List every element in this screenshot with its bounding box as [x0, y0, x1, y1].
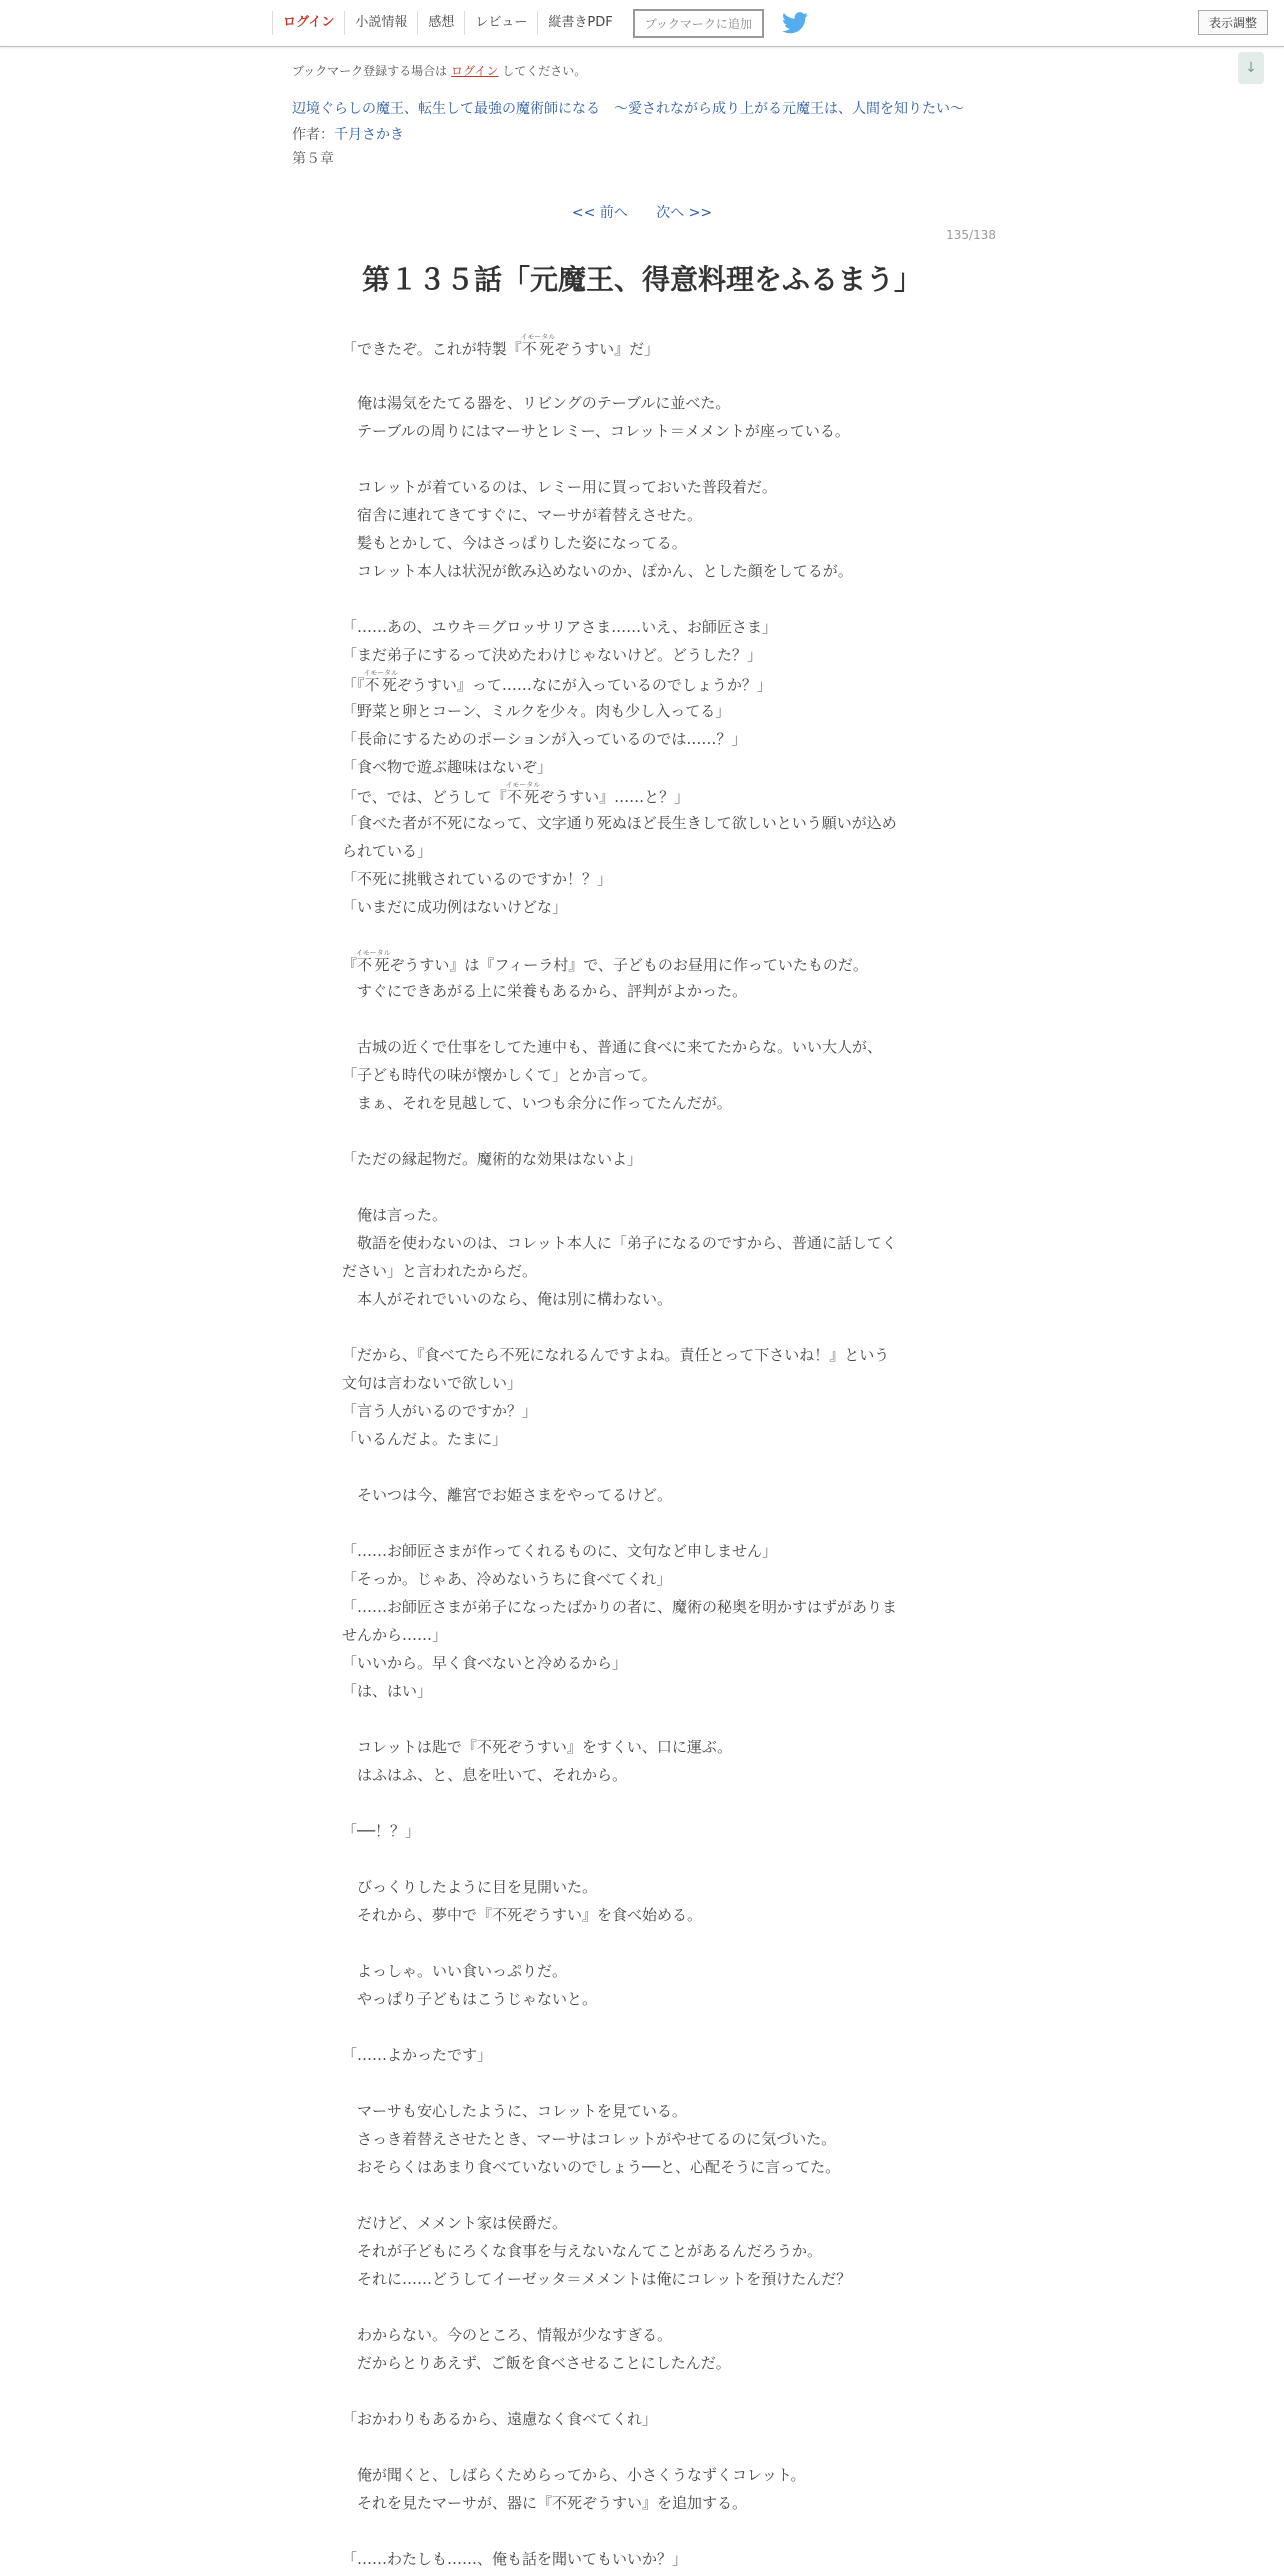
novel-line: [342, 1789, 942, 1817]
novel-line: [342, 2517, 942, 2545]
novel-line: びっくりしたように目を見開いた。: [342, 1878, 598, 1896]
novel-line: [342, 921, 942, 949]
novel-line: [342, 2069, 942, 2097]
display-adjust-button[interactable]: 表示調整: [1198, 10, 1268, 35]
novel-line: 「おかわりもあるから、遠慮なく食べてくれ」: [342, 2410, 658, 2428]
scroll-down-button[interactable]: ↓: [1238, 52, 1264, 84]
novel-line: 「そっか。じゃあ、冷めないうちに食べてくれ」: [342, 1570, 672, 1588]
novel-line: 「言う人がいるのですか？」: [342, 1402, 538, 1420]
novel-line: わからない。今のところ、情報が少なすぎる。: [342, 2326, 673, 2344]
ruby-reading: イモータル: [505, 781, 541, 789]
ruby-word: 不死イモータル: [520, 333, 556, 358]
novel-line: それに……どうしてイーゼッタ＝メメントは俺にコレットを預けたんだ？: [342, 2270, 852, 2288]
novel-line: 「不死に挑戦されているのですか！？」: [342, 870, 613, 888]
novel-line: 「いいから。早く食べないと冷めるから」: [342, 1654, 628, 1672]
nav-novel-info[interactable]: 小説情報: [344, 11, 417, 35]
novel-line: [342, 2293, 942, 2321]
novel-line: よっしゃ。いい食いっぷりだ。: [342, 1962, 568, 1980]
novel-line: [342, 1509, 942, 1537]
novel-line: [342, 2013, 942, 2041]
novel-line: おそらくはあまり食べていないのでしょう──と、心配そうに言ってた。: [342, 2158, 841, 2176]
prev-episode-link[interactable]: << 前へ: [571, 205, 628, 221]
novel-line: そいつは今、離宮でお姫さまをやってるけど。: [342, 1486, 673, 1504]
novel-line: [342, 585, 942, 613]
novel-line: 「……わたしも……、俺も話を聞いてもいいか？」: [342, 2550, 688, 2568]
novel-line: [342, 1173, 942, 1201]
bookmark-login-notice: [292, 62, 586, 79]
ruby-word: 不死イモータル: [363, 669, 399, 694]
nav-review[interactable]: レビュー: [464, 11, 537, 35]
chapter-title: 第５章: [292, 151, 334, 167]
notice-before: ブックマーク登録する場合は: [292, 64, 448, 78]
nav-login[interactable]: ログイン: [272, 11, 344, 35]
novel-line: 「ただの縁起物だ。魔術的な効果はないよ」: [342, 1150, 643, 1168]
novel-line: 古城の近くで仕事をしてた連中も、普通に食べに来てたからな。いい大人が、: [342, 1038, 883, 1056]
novel-body: [342, 333, 942, 2573]
novel-line: 「『不死イモータルぞうすい』って……なにが入っているのでしょうか？」: [342, 669, 772, 694]
nav-vertical-pdf[interactable]: 縦書きPDF: [537, 11, 622, 35]
novel-line: [342, 1005, 942, 1033]
series-title-link[interactable]: 辺境ぐらしの魔王、転生して最強の魔術師になる 〜愛されながら成り上がる元魔王は、人間を知りたい〜: [292, 101, 964, 117]
novel-line: [342, 361, 942, 389]
novel-line: すぐにできあがる上に栄養もあるから、評判がよかった。: [342, 982, 748, 1000]
novel-line: 「……あの、ユウキ＝グロッサリアさま……いえ、お師匠さま」: [342, 618, 778, 636]
novel-line: コレットは匙で『不死ぞうすい』をすくい、口に運ぶ。: [342, 1738, 733, 1756]
novel-line: 「子ども時代の味が懐かしくて」とか言って。: [342, 1066, 657, 1084]
novel-line: [342, 1705, 942, 1733]
novel-line: それが子どもにろくな食事を与えないなんてことがあるんだろうか。: [342, 2242, 823, 2260]
novel-line: 俺は言った。: [342, 1206, 448, 1224]
author-line: [292, 124, 404, 144]
novel-line: [342, 2181, 942, 2209]
novel-line: 「……お師匠さまが弟子になったばかりの者に、魔術の秘奥を明かすはずがありま: [342, 1598, 898, 1616]
novel-line: [342, 1313, 942, 1341]
novel-line: ださい」と言われたからだ。: [342, 1262, 538, 1280]
novel-line: それを見たマーサが、器に『不死ぞうすい』を追加する。: [342, 2494, 748, 2512]
twitter-icon[interactable]: [782, 12, 808, 34]
novel-line: 俺は湯気をたてる器を、リビングのテーブルに並べた。: [342, 394, 731, 412]
novel-line: やっぱり子どもはこうじゃないと。: [342, 1990, 598, 2008]
novel-line: 髪もとかして、今はさっぱりした姿になってる。: [342, 534, 687, 552]
novel-line: [342, 445, 942, 473]
novel-line: 「──！？」: [342, 1822, 421, 1840]
novel-line: だからとりあえず、ご飯を食べさせることにしたんだ。: [342, 2354, 731, 2372]
ruby-word: 不死イモータル: [505, 781, 541, 806]
novel-line: [342, 2433, 942, 2461]
novel-line: 「……お師匠さまが作ってくれるものに、文句など申しません」: [342, 1542, 778, 1560]
novel-line: せんから……」: [342, 1626, 448, 1644]
novel-line: られている」: [342, 842, 433, 860]
novel-line: だけど、メメント家は侯爵だ。: [342, 2214, 568, 2232]
novel-line: 「は、はい」: [342, 1682, 433, 1700]
novel-line: 文句は言わないで欲しい」: [342, 1374, 523, 1392]
novel-line: [342, 1117, 942, 1145]
top-navigation-bar: [0, 0, 1284, 47]
novel-line: 「できたぞ。これが特製『不死イモータルぞうすい』だ」: [342, 333, 660, 358]
novel-line: さっき着替えさせたとき、マーサはコレットがやせてるのに気づいた。: [342, 2130, 837, 2148]
novel-line: [342, 1845, 942, 1873]
novel-line: 「いまだに成功例はないけどな」: [342, 898, 568, 916]
novel-line: コレットが着ているのは、レミー用に買っておいた普段着だ。: [342, 478, 777, 496]
novel-line: コレット本人は状況が飲み込めないのか、ぽかん、とした顔をしてるが。: [342, 562, 853, 580]
novel-line: [342, 1929, 942, 1957]
novel-line: 「野菜と卵とコーン、ミルクを少々。肉も少し入ってる」: [342, 702, 731, 720]
novel-line: 「……よかったです」: [342, 2046, 493, 2064]
novel-line: 本人がそれでいいのなら、俺は別に構わない。: [342, 1290, 673, 1308]
novel-line: マーサも安心したように、コレットを見ている。: [342, 2102, 687, 2120]
novel-line: はふはふ、と、息を吐いて、それから。: [342, 1766, 628, 1784]
episode-title: 第１３５話「元魔王、得意料理をふるまう」: [361, 263, 922, 296]
novel-line: 「まだ弟子にするって決めたわけじゃないけど。どうした？」: [342, 646, 763, 664]
novel-line: 『不死イモータルぞうすい』は『フィーラ村』で、子どものお昼用に作っていたものだ。: [342, 949, 868, 974]
add-bookmark-button[interactable]: ブックマークに追加: [633, 9, 764, 38]
notice-after: してください。: [502, 64, 587, 78]
page-number: 135/138: [946, 228, 996, 242]
global-nav: [272, 0, 808, 46]
nav-impressions[interactable]: 感想: [417, 11, 464, 35]
novel-line: 「いるんだよ。たまに」: [342, 1430, 508, 1448]
notice-login-link[interactable]: ログイン: [451, 64, 499, 78]
ruby-reading: イモータル: [355, 949, 391, 957]
author-name-link[interactable]: 千月さかき: [334, 127, 404, 143]
novel-line: [342, 1453, 942, 1481]
novel-line: 「食べ物で遊ぶ趣味はないぞ」: [342, 758, 553, 776]
novel-line: テーブルの周りにはマーサとレミー、コレット＝メメントが座っている。: [342, 422, 850, 440]
novel-line: 「で、では、どうして『不死イモータルぞうすい』……と？」: [342, 781, 690, 806]
ruby-reading: イモータル: [363, 669, 399, 677]
novel-line: それから、夢中で『不死ぞうすい』を食べ始める。: [342, 1906, 703, 1924]
novel-line: [342, 2377, 942, 2405]
next-episode-link[interactable]: 次へ >>: [656, 205, 713, 221]
novel-line: 「食べた者が不死になって、文字通り死ぬほど長生きして欲しいという願いが込め: [342, 814, 897, 832]
novel-line: 宿舎に連れてきてすぐに、マーサが着替えさせた。: [342, 506, 703, 524]
ruby-word: 不死イモータル: [355, 949, 391, 974]
novel-line: 「長命にするためのポーションが入っているのでは……？」: [342, 730, 747, 748]
novel-line: 俺が聞くと、しばらくためらってから、小さくうなずくコレット。: [342, 2466, 806, 2484]
episode-pager: [0, 202, 1284, 222]
ruby-reading: イモータル: [520, 333, 556, 341]
novel-line: 「だから、『食べてたら不死になれるんですよね。責任とって下さいね！』という: [342, 1346, 890, 1364]
novel-line: まぁ、それを見越して、いつも余分に作ってたんだが。: [342, 1094, 732, 1112]
novel-line: 敬語を使わないのは、コレット本人に「弟子になるのですから、普通に話してく: [342, 1234, 897, 1252]
author-label: 作者：: [292, 127, 334, 143]
